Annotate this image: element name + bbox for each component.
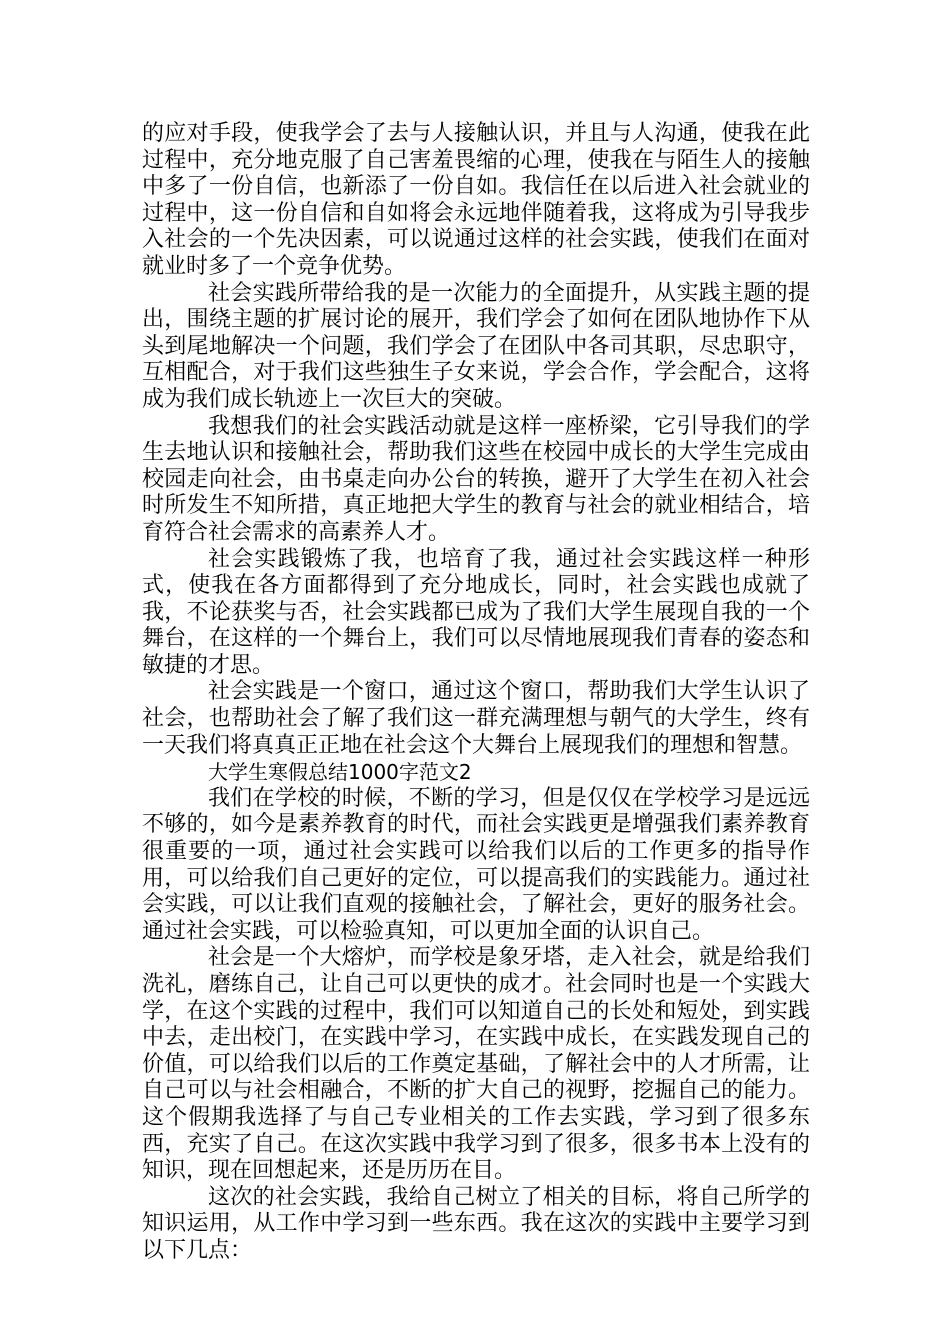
paragraph: 我想我们的社会实践活动就是这样一座桥梁，它引导我们的学生去地认识和接触社会，帮助我们这些在校园中成长的大学生完成由校园走向社会，由书桌走向办公台的转换，避开了大学生在初入社会时所发生不知所措，真正地把大学生的教育与社会的就业相结合，培育符合社会需求的高素养人才。 (142, 413, 810, 545)
paragraph: 社会实践锻炼了我，也培育了我，通过社会实践这样一种形式，使我在各方面都得到了充分地成长，同时，社会实践也成就了我，不论获奖与否，社会实践都已成为了我们大学生展现自我的一个舞台，在这样的一个舞台上，我们可以尽情地展现我们青春的姿态和敏捷的才思。 (142, 546, 810, 678)
paragraph-continuation: 的应对手段，使我学会了去与人接触认识，并且与人沟通，使我在此过程中，充分地克服了自己害羞畏缩的心理，使我在与陌生人的接触中多了一份自信，也新添了一份自如。我信任在以后进入社会就业的过程中，这一份自信和自如将会永远地伴随着我，这将成为引导我步入社会的一个先决因素，可以说通过这样的社会实践，使我们在面对就业时多了一个竞争优势。 (142, 121, 810, 279)
section-heading: 大学生寒假总结1000字范文2 (208, 760, 472, 785)
document-body (142, 121, 810, 1265)
paragraph: 我们在学校的时候，不断的学习，但是仅仅在学校学习是远远不够的，如今是素养教育的时代，而社会实践更是增强我们素养教育很重要的一项，通过社会实践可以给我们以后的工作更多的指导作用，可以给我们自己更好的定位，可以提高我们的实践能力。通过社会实践，可以让我们直观的接触社会，了解社会，更好的服务社会。通过社会实践，可以检验真知，可以更加全面的认识自己。 (142, 785, 810, 944)
paragraph: 社会实践是一个窗口，通过这个窗口，帮助我们大学生认识了社会，也帮助社会了解了我们这一群充满理想与朝气的大学生，终有一天我们将真真正正地在社会这个大舞台上展现我们的理想和智慧。 (142, 679, 810, 758)
paragraph: 社会实践所带给我的是一次能力的全面提升，从实践主题的提出，围绕主题的扩展讨论的展开，我们学会了如何在团队地协作下从头到尾地解决一个问题，我们学会了在团队中各司其职，尽忠职守，互相配合，对于我们这些独生子女来说，学会合作，学会配合，这将成为我们成长轨迹上一次巨大的突破。 (142, 280, 810, 412)
paragraph: 社会是一个大熔炉，而学校是象牙塔，走入社会，就是给我们洗礼，磨练自己，让自己可以更快的成才。社会同时也是一个实践大学，在这个实践的过程中，我们可以知道自己的长处和短处，到实践中去，走出校门，在实践中学习，在实践中成长，在实践发现自己的价值，可以给我们以后的工作奠定基础，了解社会中的人才所需，让自己可以与社会相融合，不断的扩大自己的视野，挖掘自己的能力。这个假期我选择了与自己专业相关的工作去实践，学习到了很多东西，充实了自己。在这次实践中我学习到了很多，很多书本上没有的知识，现在回想起来，还是历历在目。 (142, 945, 810, 1184)
paragraph: 这次的社会实践，我给自己树立了相关的目标，将自己所学的知识运用，从工作中学习到一些东西。我在这次的实践中主要学习到以下几点： (142, 1184, 810, 1263)
